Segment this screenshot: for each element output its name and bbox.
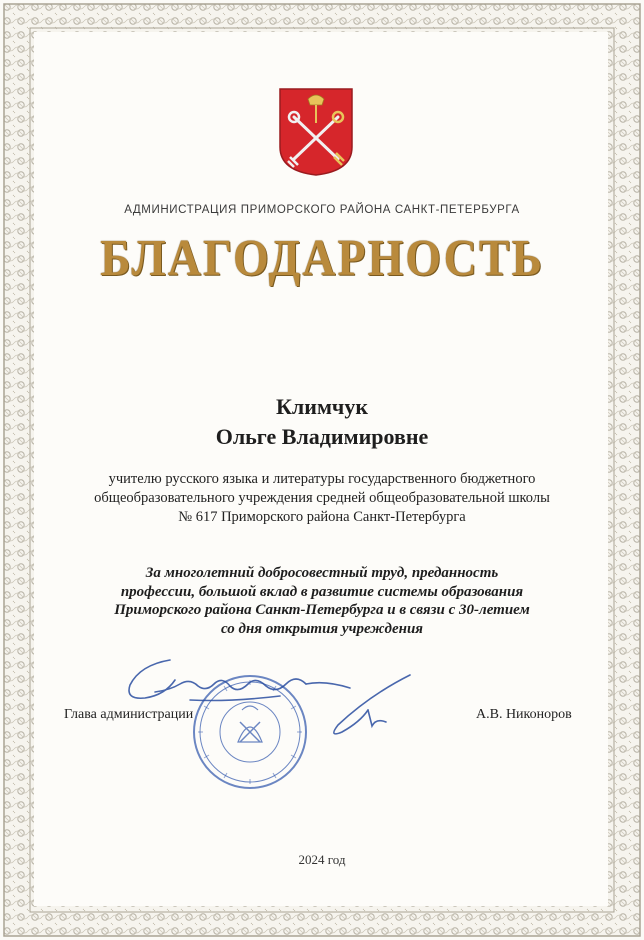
recipient-surname: Климчук [275,394,369,419]
position-line: учителю русского языка и литературы государственного бюджетного [108,471,536,487]
reason-line: Приморского района Санкт-Петербурга и в связи с 30-летием [114,602,530,618]
document-year: 2024 год [298,852,346,867]
reason-line: со дня открытия учреждения [220,620,424,637]
recipient-position [60,470,584,527]
position-line: общеобразовательного учреждения средней общеобразовательной школы [94,490,550,506]
coat-of-arms-icon [278,87,354,177]
position-line: № 617 Приморского района Санкт-Петербурга [178,509,466,525]
signatory-title: Глава администрации [64,707,194,722]
signature [110,640,450,750]
page-title: БЛАГОДАРНОСТЬ [100,228,544,287]
recipient-name: Ольге Владимировне [215,424,429,449]
reason-line: профессии, большой вклад в развитие системы образования [120,583,524,600]
reason-line: За многолетний добросовестный труд, преданность [145,565,499,581]
award-reason [60,564,584,638]
signatory-name: А.В. Никоноров [476,707,572,722]
administration-header: АДМИНИСТРАЦИЯ ПРИМОРСКОГО РАЙОНА САНКТ-ПЕТЕРБУРГА [124,204,520,216]
